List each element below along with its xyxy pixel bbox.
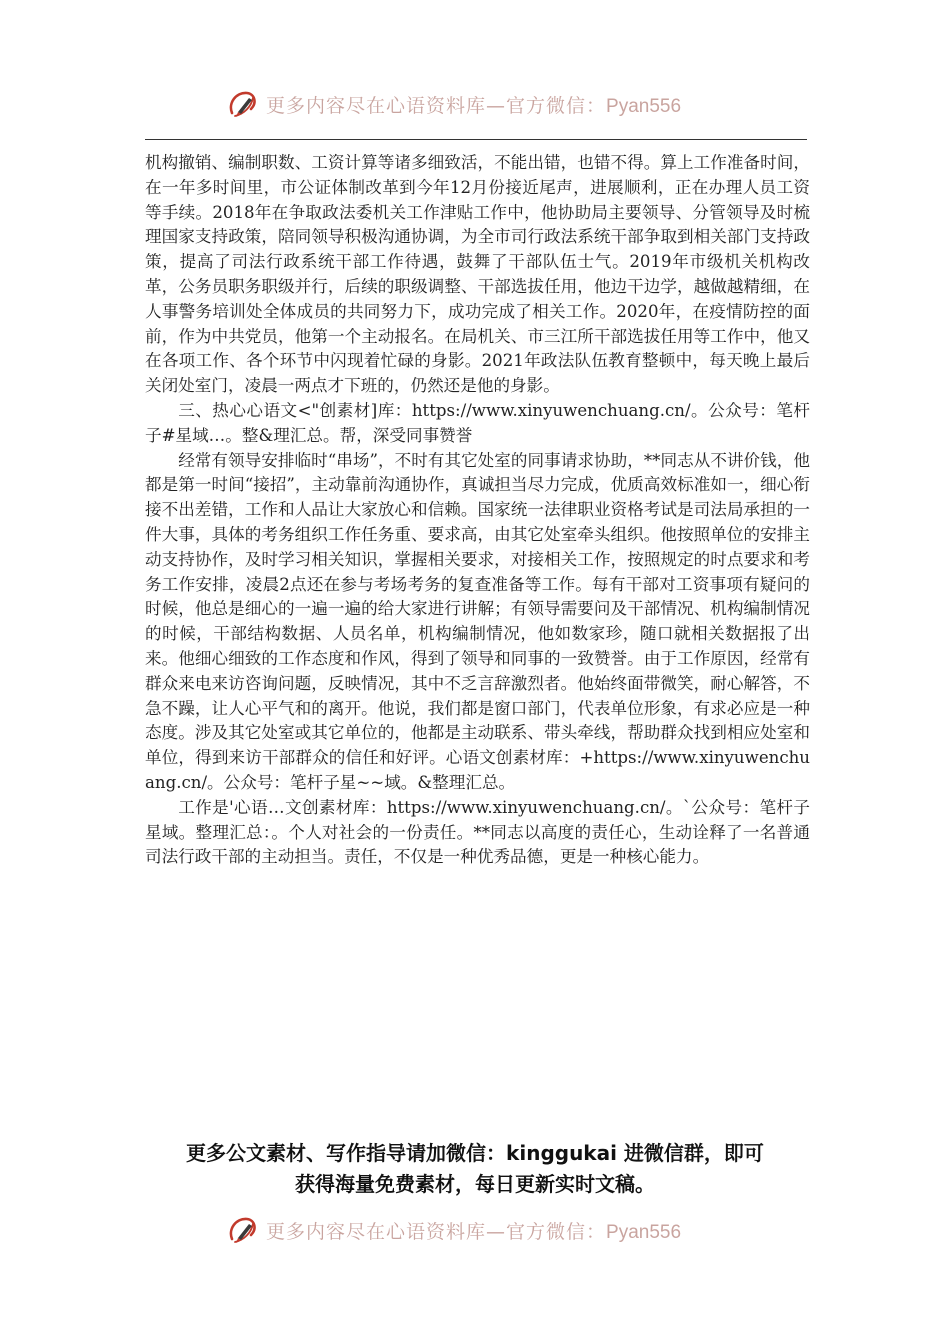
promo-line-1: 更多公文素材、写作指导请加微信：kinggukai 进微信群，即可 bbox=[186, 1141, 764, 1165]
header-banner-text: 更多内容尽在心语资料库—官方微信：Pyan556 bbox=[266, 94, 682, 117]
body-paragraph-3: 经常有领导安排临时“串场”，不时有其它处室的同事请求协助，**同志从不讲价钱，他都是第一时间“接招”，主动靠前沟通协作，真诚担当尽力完成，优质高效标准如一，细心衔接不出差错，工作和人品让大家放心和信赖。国家统一法律职业资格考试是司法局承担的一件大事，具体的考务组织工作任务重、要求高，由其它处室牵头组织。他按照单位的安排主动支持协作，及时学习相关知识，掌握相关要求，对接相关工作，按照规定的时点要求和考务工作安排，凌晨2点还在参与考场考务的复查准备等工作。每有干部对工资事项有疑问的时候，他总是细心的一遍一遍的给大家进行讲解；有领导需要问及干部情况、机构编制情况的时候，干部结构数据、人员名单，机构编制情况，他如数家珍，随口就相关数据报了出来。他细心细致的工作态度和作风，得到了领导和同事的一致赞誉。由于工作原因，经常有群众来电来访咨询问题，反映情况，其中不乏言辞激烈者。他始终面带微笑，耐心解答，不急不躁，让人心平气和的离开。他说，我们都是窗口部门，代表单位形象，有求必应是一种态度。涉及其它处室或其它单位的，他都是主动联系、带头牵线，帮助群众找到相应处室和单位，得到来访干部群众的信任和好评。心语文创素材库：+https://www.xinyuwenchuang.cn/。公众号：笔杆子星~~域。&整理汇总。 bbox=[145, 450, 810, 792]
body-paragraph-4: 工作是'心语…文创素材库：https://www.xinyuwenchuang.cn/。`公众号：笔杆子星域。整理汇总：。个人对社会的一份责任。**同志以高度的责任心，生动诠释了一名普通司法行政干部的主动担当。责任，不仅是一种优秀品德，更是一种核心能力。 bbox=[145, 797, 810, 867]
footer-banner-text: 更多内容尽在心语资料库—官方微信：Pyan556 bbox=[266, 1220, 682, 1243]
pen-swirl-logo-icon bbox=[226, 87, 260, 121]
header-banner bbox=[226, 86, 681, 122]
header-wechat-id: Pyan556 bbox=[606, 95, 682, 117]
footer-banner bbox=[226, 1212, 681, 1248]
header-divider bbox=[145, 139, 807, 140]
body-paragraph-2: 三、热心心语文<"创素材]库：https://www.xinyuwenchuang.cn/。公众号：笔杆子#星域…。整&理汇总。帮，深受同事赞誉 bbox=[145, 400, 810, 445]
pen-swirl-logo-icon bbox=[226, 1213, 260, 1247]
promo-line-2: 获得海量免费素材，每日更新实时文稿。 bbox=[295, 1172, 655, 1196]
body-paragraph-1: 机构撤销、编制职数、工资计算等诸多细致活，不能出错，也错不得。算上工作准备时间，在一年多时间里，市公证体制改革到今年12月份接近尾声，进展顺利，正在办理人员工资等手续。2018年在争取政法委机关工作津贴工作中，他协助局主要领导、分管领导及时梳理国家支持政策，陪同领导积极沟通协调，为全市司行政法系统干部争取到相关部门支持政策，提高了司法行政系统干部工作待遇，鼓舞了干部队伍士气。2019年市级机关机构改革，公务员职务职级并行，后续的职级调整、干部选拔任用，他边干边学，越做越精细，在人事警务培训处全体成员的共同努力下，成功完成了相关工作。2020年，在疫情防控的面前，作为中共党员，他第一个主动报名。在局机关、市三江所干部选拔任用等工作中，他又在各项工作、各个环节中闪现着忙碌的身影。2021年政法队伍教育整顿中，每天晚上最后关闭处室门，凌晨一两点才下班的，仍然还是他的身影。 bbox=[145, 153, 810, 396]
promo-notice bbox=[140, 1138, 810, 1200]
document-body bbox=[145, 151, 810, 870]
footer-wechat-id: Pyan556 bbox=[606, 1221, 682, 1243]
